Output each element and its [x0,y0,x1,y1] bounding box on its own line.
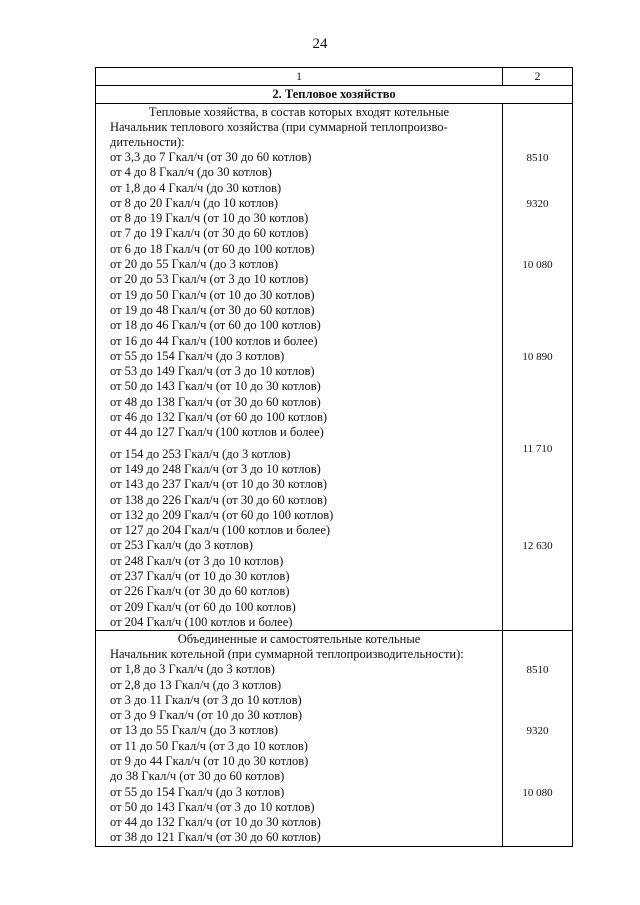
position-conditions [96,150,503,196]
salary-value: 9320 [526,725,549,738]
block-2-subheading: Объединенные и самостоятельные котельные [177,632,421,647]
condition-line: от 8 до 20 Гкал/ч (до 10 котлов) [110,195,279,210]
table-row [96,196,572,257]
condition-line: от 20 до 55 Гкал/ч (до 3 котлов) [110,257,279,272]
condition-line: от 1,8 до 3 Гкал/ч (до 3 котлов) [110,662,275,677]
condition-line: от 19 до 48 Гкал/ч (от 30 до 60 котлов) [110,302,315,317]
condition-line: от 3 до 11 Гкал/ч (от 3 до 10 котлов) [110,692,302,707]
column-1-header: 1 [96,68,503,85]
table-row [96,441,572,539]
condition-line: от 13 до 55 Гкал/ч (до 3 котлов) [110,723,279,738]
block-1-heading-value [503,104,572,150]
condition-line: от 132 до 209 Гкал/ч (от 60 до 100 котлов) [110,507,334,522]
block-1-groups [96,150,572,630]
salary-value: 8510 [526,664,549,677]
condition-line: от 48 до 138 Гкал/ч (от 30 до 60 котлов) [110,394,321,409]
table-header-row [96,68,572,85]
condition-line: от 209 Гкал/ч (от 60 до 100 котлов) [110,599,296,614]
condition-line: от 20 до 53 Гкал/ч (от 3 до 10 котлов) [110,272,309,287]
condition-line: до 38 Гкал/ч (от 30 до 60 котлов) [110,769,285,784]
block-1-intro-line-1: Начальник теплового хозяйства (при суммарной теплопроизво- [110,120,448,134]
condition-line: от 3 до 9 Гкал/ч (от 10 до 30 котлов) [110,708,303,723]
section-title-row [96,85,572,103]
condition-line: от 50 до 143 Гкал/ч (от 10 до 30 котлов) [110,379,321,394]
condition-line: от 143 до 237 Гкал/ч (от 10 до 30 котлов) [110,477,328,492]
condition-line: от 226 Гкал/ч (от 30 до 60 котлов) [110,584,290,599]
condition-line: от 3,3 до 7 Гкал/ч (от 30 до 60 котлов) [110,150,312,164]
condition-line: от 55 до 154 Гкал/ч (до 3 котлов) [110,348,285,363]
condition-line: от 127 до 204 Гкал/ч (100 котлов и более) [110,523,331,538]
block-2-groups [96,662,572,846]
block-2-heading-value [503,631,572,662]
position-conditions [96,349,503,441]
block-1 [96,103,572,630]
salary-value: 9320 [526,197,549,210]
block-2 [96,630,572,846]
block-1-heading [96,104,572,150]
salary-value: 12 630 [522,540,553,553]
salary-value: 10 890 [522,350,553,363]
condition-line: от 4 до 8 Гкал/ч (до 30 котлов) [110,165,272,180]
position-conditions [96,662,503,723]
position-conditions [96,196,503,257]
table-row [96,257,572,349]
salary-value: 8510 [526,152,549,164]
condition-line: от 154 до 253 Гкал/ч (до 3 котлов) [110,446,291,461]
condition-line: от 8 до 19 Гкал/ч (от 10 до 30 котлов) [110,211,309,226]
position-conditions [96,785,503,846]
condition-line: от 11 до 50 Гкал/ч (от 3 до 10 котлов) [110,738,308,753]
section-title: 2. Тепловое хозяйство [272,87,396,101]
column-2-header: 2 [534,69,541,83]
condition-line: от 16 до 44 Гкал/ч (100 котлов и более) [110,333,318,348]
condition-line: от 1,8 до 4 Гкал/ч (до 30 котлов) [110,180,282,195]
condition-line: от 2,8 до 13 Гкал/ч (до 3 котлов) [110,677,282,692]
salary-value: 11 710 [522,442,553,455]
condition-line: от 9 до 44 Гкал/ч (от 10 до 30 котлов) [110,753,309,768]
block-2-heading-cell [96,631,503,662]
position-conditions [96,257,503,349]
condition-line: от 38 до 121 Гкал/ч (от 30 до 60 котлов) [110,830,321,845]
block-1-heading-cell [96,104,503,150]
condition-line: от 248 Гкал/ч (от 3 до 10 котлов) [110,553,284,568]
block-2-intro-line-1: Начальник котельной (при суммарной теплопроизводительности): [110,647,464,662]
salary-value: 10 080 [522,259,553,272]
condition-line: от 237 Гкал/ч (от 10 до 30 котлов) [110,569,290,584]
condition-line: от 6 до 18 Гкал/ч (от 60 до 100 котлов) [110,241,315,256]
table-row [96,538,572,630]
condition-line: от 44 до 132 Гкал/ч (от 10 до 30 котлов) [110,815,321,830]
page-number: 24 [312,36,328,52]
condition-line: от 53 до 149 Гкал/ч (от 3 до 10 котлов) [110,364,315,379]
condition-line: от 18 до 46 Гкал/ч (от 60 до 100 котлов) [110,318,321,333]
position-conditions [96,723,503,784]
condition-line: от 7 до 19 Гкал/ч (от 30 до 60 котлов) [110,226,309,241]
condition-line: от 55 до 154 Гкал/ч (до 3 котлов) [110,784,285,799]
block-1-subheading: Тепловые хозяйства, в состав которых входят котельные [148,105,450,119]
salary-value: 10 080 [522,786,553,799]
condition-line: от 149 до 248 Гкал/ч (от 3 до 10 котлов) [110,461,321,476]
salary-table [95,67,573,847]
condition-line: от 138 до 226 Гкал/ч (от 30 до 60 котлов) [110,492,328,507]
table-row [96,785,572,846]
condition-line: от 50 до 143 Гкал/ч (от 3 до 10 котлов) [110,799,315,814]
block-1-intro-line-2: дительности): [110,135,185,149]
condition-line: от 44 до 127 Гкал/ч (100 котлов и более) [110,425,324,440]
table-row [96,723,572,784]
condition-line: от 19 до 50 Гкал/ч (от 10 до 30 котлов) [110,287,315,302]
condition-line: от 204 Гкал/ч (100 котлов и более) [110,614,293,629]
position-conditions [96,538,503,630]
position-conditions [96,441,503,539]
block-2-heading [96,631,572,662]
table-row [96,662,572,723]
condition-line: от 253 Гкал/ч (до 3 котлов) [110,538,253,553]
table-row [96,349,572,441]
condition-line: от 46 до 132 Гкал/ч (от 60 до 100 котлов) [110,410,328,425]
table-row [96,150,572,196]
